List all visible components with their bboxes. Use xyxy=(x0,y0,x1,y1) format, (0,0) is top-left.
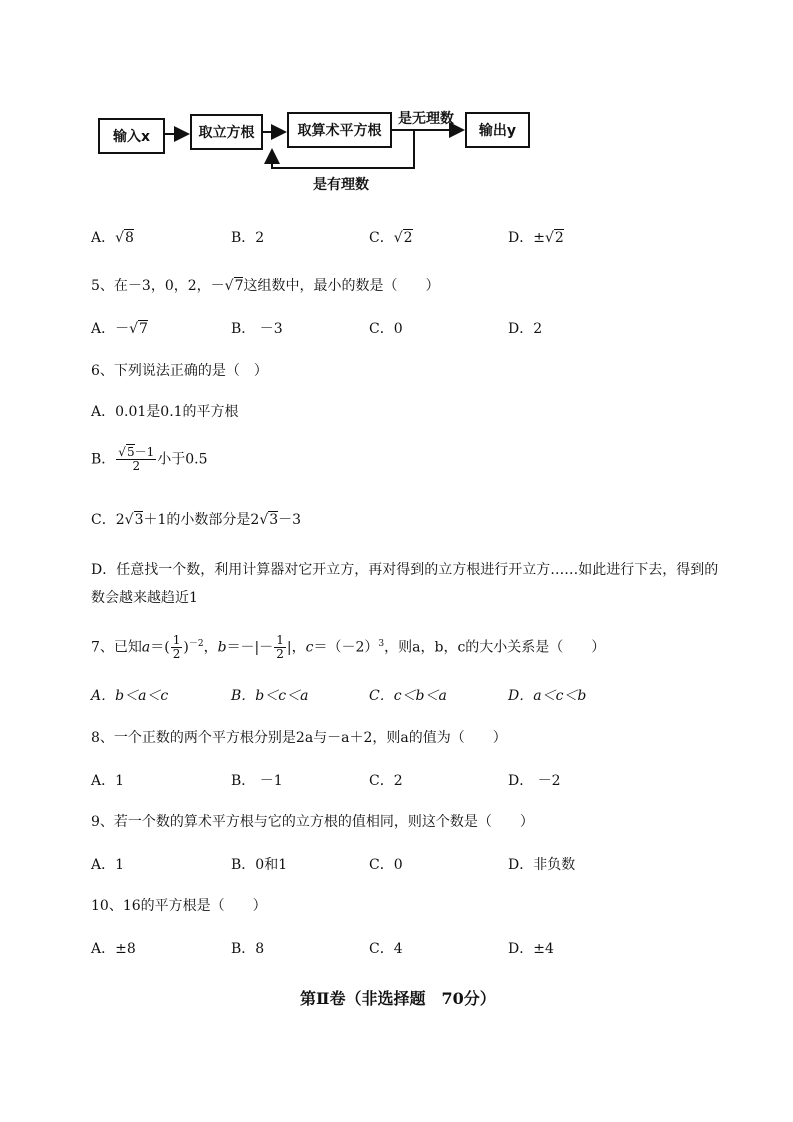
input-box-label: 输入x xyxy=(112,129,151,145)
q9-option-d: D．非负数 xyxy=(508,857,576,873)
fraction-numerator: √5－1 xyxy=(118,445,155,459)
q5-option-d: D．2 xyxy=(508,321,543,337)
stem-text: 7、已知 xyxy=(91,639,142,656)
cube-root-box xyxy=(190,114,263,150)
minus-sign: － xyxy=(115,321,130,337)
q10-stem: 10、16的平方根是（ ） xyxy=(91,898,267,914)
expr-text: ， xyxy=(203,639,218,656)
q6-option-a: A．0.01是0.1的平方根 xyxy=(91,404,239,420)
fraction-numerator: 1 xyxy=(276,633,284,647)
variable-a: a xyxy=(141,639,151,656)
minus-term: －3 xyxy=(278,512,302,528)
q7-option-b: B．b＜c＜a xyxy=(231,688,309,704)
stem-text: 5、在－3，0，2， xyxy=(91,278,211,294)
radicand: 3 xyxy=(269,512,279,528)
radicand: 2 xyxy=(554,230,564,246)
option-label: B． xyxy=(231,230,256,246)
expr-text: ＝（－2） xyxy=(313,639,379,656)
cube-root-box-label: 取立方根 xyxy=(198,125,255,141)
q7-option-a: A．b＜a＜c xyxy=(91,688,169,704)
q6-stem: 6、下列说法正确的是（ ） xyxy=(91,363,268,379)
option-text: 的小数部分是 xyxy=(166,512,251,528)
q8-option-a: A．1 xyxy=(91,773,125,789)
output-box xyxy=(465,112,530,148)
sqrt-box-label: 取算术平方根 xyxy=(297,123,382,139)
option-label: D． xyxy=(508,230,534,246)
variable-b: b xyxy=(217,639,227,656)
q5-option-c: C．0 xyxy=(369,321,403,337)
q8-option-c: C．2 xyxy=(369,773,403,789)
q5-stem xyxy=(91,277,439,295)
section-title: 第Ⅱ卷（非选择题 70分） xyxy=(300,989,496,1008)
radicand: 7 xyxy=(139,321,148,337)
irrational-label: 是无理数 xyxy=(398,111,454,127)
q7-stem xyxy=(91,634,605,661)
radicand: 2 xyxy=(403,230,413,246)
fraction xyxy=(171,634,183,661)
coefficient: 2 xyxy=(250,512,260,528)
radicand: 3 xyxy=(134,512,144,528)
sqrt-expression: √7 xyxy=(224,278,244,294)
q10-option-b: B．8 xyxy=(231,941,265,957)
coefficient: 2 xyxy=(115,512,125,528)
q6-option-b xyxy=(91,446,208,473)
minus-sign: － xyxy=(210,278,225,294)
stem-text: 这组数中，最小的数是（ ） xyxy=(243,278,440,294)
q7-option-c: C．c＜b＜a xyxy=(369,688,447,704)
q9-option-c: C．0 xyxy=(369,857,403,873)
q4-option-a xyxy=(91,229,134,247)
exponent: －2 xyxy=(188,638,204,649)
fraction xyxy=(116,446,156,473)
q7-option-d: D．a＜c＜b xyxy=(508,688,587,704)
radicand: 5 xyxy=(126,445,135,459)
option-label: C． xyxy=(91,512,116,528)
plus-term: ＋1 xyxy=(143,512,167,528)
fraction-numerator: 1 xyxy=(172,633,181,647)
fraction-denominator: 2 xyxy=(276,647,284,661)
q8-stem: 8、一个正数的两个平方根分别是2a与－a＋2，则a的值为（ ） xyxy=(91,730,507,746)
fraction-denominator: 2 xyxy=(132,459,141,473)
q8-option-b: B． －1 xyxy=(231,773,283,789)
plus-minus-sign: ± xyxy=(533,230,545,246)
q10-option-d: D．±4 xyxy=(508,941,554,957)
q5-option-b: B． －3 xyxy=(231,321,283,337)
exponent: 3 xyxy=(378,638,385,649)
q6-option-c: C．2√3＋1的小数部分是2√3－3 xyxy=(91,512,302,528)
input-box xyxy=(98,118,165,154)
fraction xyxy=(274,634,286,661)
sqrt-box xyxy=(287,112,392,148)
option-value: 2 xyxy=(255,230,265,246)
q9-option-a: A．1 xyxy=(91,857,125,873)
q8-option-d: D． －2 xyxy=(508,773,561,789)
expr-text: ＝－|－ xyxy=(226,639,274,656)
rational-label: 是有理数 xyxy=(313,177,369,193)
q10-option-c: C．4 xyxy=(369,941,403,957)
expr-text: ＝( xyxy=(150,639,170,656)
stem-text: ，则a，b，c的大小关系是（ ） xyxy=(384,639,606,656)
sqrt-expression: √2 xyxy=(544,230,564,246)
q9-stem: 9、若一个数的算术平方根与它的立方根的值相同，则这个数是（ ） xyxy=(91,814,534,830)
variable-c: c xyxy=(305,639,314,656)
q10-option-a: A．±8 xyxy=(91,941,136,957)
expr-text: ) xyxy=(183,639,189,656)
sqrt-expression: √7 xyxy=(129,321,148,337)
fraction-denominator: 2 xyxy=(172,647,181,661)
option-label: C． xyxy=(369,230,394,246)
option-text: 小于0.5 xyxy=(157,451,208,468)
radicand: 7 xyxy=(234,278,244,294)
option-label: A． xyxy=(91,321,116,337)
option-label: B． xyxy=(91,451,116,468)
radicand: 8 xyxy=(125,230,134,246)
sqrt-expression: √8 xyxy=(115,230,134,246)
q6-option-d-line1: D．任意找一个数，利用计算器对它开立方，再对得到的立方根进行开立方……如此进行下去，得到的 xyxy=(91,562,719,578)
q4-option-d xyxy=(508,229,564,247)
sqrt-expression: √2 xyxy=(393,230,413,246)
q9-option-b: B．0和1 xyxy=(231,857,288,873)
q5-option-a xyxy=(91,320,148,338)
q6-option-d-line2: 数会越来越趋近1 xyxy=(91,590,198,606)
q4-option-c xyxy=(369,229,413,247)
expr-text: |， xyxy=(286,639,306,656)
option-label: A． xyxy=(91,230,116,246)
output-box-label: 输出y xyxy=(478,123,517,139)
q4-option-b xyxy=(231,229,264,247)
flowchart-arrows xyxy=(0,0,793,200)
numerator-rest: －1 xyxy=(134,445,155,459)
